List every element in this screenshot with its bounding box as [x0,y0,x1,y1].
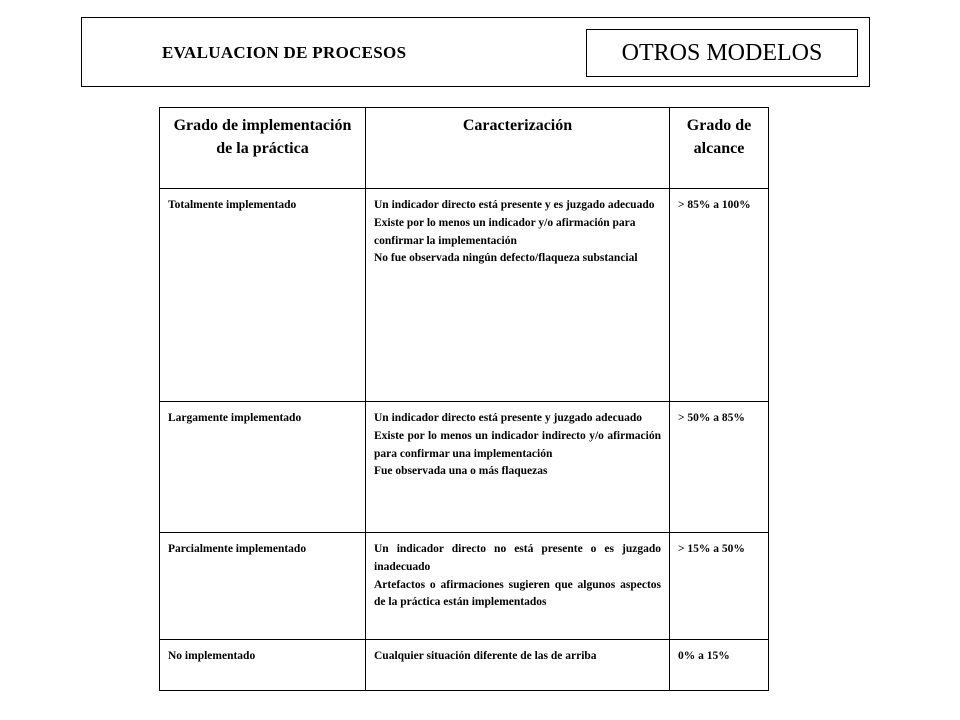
characterization-line: Existe por lo menos un indicador indirecto y/o afirmación para confirmar una implementación [374,429,661,460]
cell-alcance: > 15% a 50% [670,533,769,640]
table-header-row [160,108,769,189]
column-header-grado: Grado de implementación de la práctica [160,108,366,189]
cell-alcance: > 50% a 85% [670,402,769,533]
characterization-line: Un indicador directo está presente y es juzgado adecuado [374,199,655,211]
cell-caracterizacion [366,189,670,402]
table-row [160,402,769,533]
table-row [160,640,769,691]
cell-alcance: > 85% a 100% [670,189,769,402]
cell-caracterizacion [366,533,670,640]
characterization-line: Un indicador directo está presente y juzgado adecuado [374,412,643,424]
characterization-line: Fue observada una o más flaquezas [374,465,548,478]
characterization-line: Cualquier situación diferente de las de arriba [374,650,597,662]
models-badge: OTROS MODELOS [586,29,858,77]
cell-grado: No implementado [160,640,366,691]
characterization-line: Un indicador directo no está presente o es juzgado inadecuado [374,543,661,573]
cell-caracterizacion [366,402,670,533]
characterization-line: Artefactos o afirmaciones sugieren que algunos aspectos de la práctica están implementados [374,578,661,609]
column-header-caracterizacion: Caracterización [366,108,670,189]
characterization-line: No fue observada ningún defecto/flaqueza substancial [374,252,638,265]
cell-grado: Largamente implementado [160,402,366,533]
characterization-line: Existe por lo menos un indicador y/o afirmación para confirmar la implementación [374,216,636,247]
table-row [160,189,769,402]
cell-grado: Parcialmente implementado [160,533,366,640]
cell-caracterizacion [366,640,670,691]
page-title: EVALUACION DE PROCESOS [162,43,407,62]
table-row [160,533,769,640]
cell-alcance: 0% a 15% [670,640,769,691]
cell-grado: Totalmente implementado [160,189,366,402]
column-header-alcance: Grado de alcance [670,108,769,189]
header-box [81,17,870,87]
evaluation-table [159,107,769,691]
